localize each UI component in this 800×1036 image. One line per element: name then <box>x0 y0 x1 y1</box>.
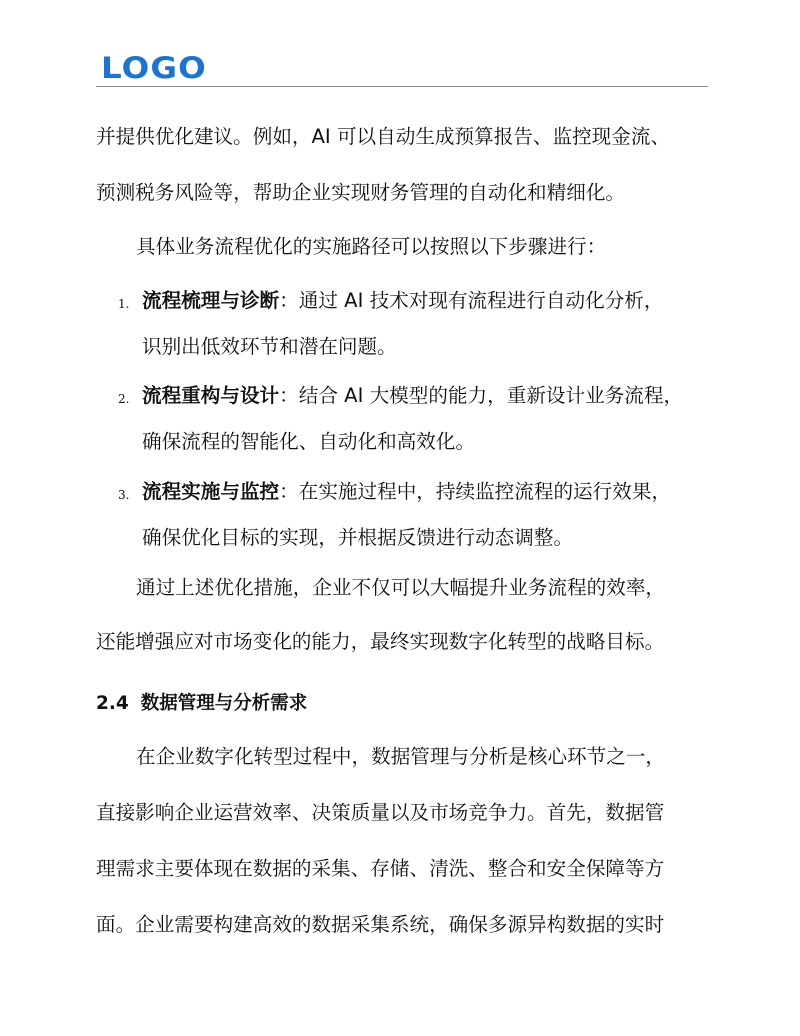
list-item <box>142 479 671 505</box>
paragraph-line: 具体业务流程优化的实施路径可以按照以下步骤进行： <box>136 235 607 258</box>
list-item-title: 流程重构与设计 <box>142 384 280 407</box>
header-divider <box>96 86 708 87</box>
list-item <box>142 288 663 314</box>
section-number: 2.4 <box>96 693 129 714</box>
paragraph-line: 预测税务风险等，帮助企业实现财务管理的自动化和精细化。 <box>96 181 626 204</box>
paragraph-line: 并提供优化建议。例如，AI 可以自动生成预算报告、监控现金流、 <box>96 125 671 148</box>
paragraph-line: 通过上述优化措施，企业不仅可以大幅提升业务流程的效率， <box>136 576 666 599</box>
list-item-continuation: 识别出低效环节和潜在问题。 <box>142 335 397 358</box>
paragraph-line: 还能增强应对市场变化的能力，最终实现数字化转型的战略目标。 <box>96 630 665 653</box>
list-item-title: 流程实施与监控 <box>142 480 280 503</box>
logo: LOGO <box>101 51 207 85</box>
list-item-text: ：通过 AI 技术对现有流程进行自动化分析， <box>279 289 664 312</box>
paragraph-line: 理需求主要体现在数据的采集、存储、清洗、整合和安全保障等方 <box>96 857 665 880</box>
list-item-continuation: 确保流程的智能化、自动化和高效化。 <box>142 430 476 453</box>
paragraph-line: 直接影响企业运营效率、决策质量以及市场竞争力。首先，数据管 <box>96 801 665 824</box>
list-number: 3. <box>118 488 130 502</box>
paragraph-line: 面。企业需要构建高效的数据采集系统，确保多源异构数据的实时 <box>96 913 665 936</box>
list-number: 2. <box>118 392 130 406</box>
section-heading <box>96 691 307 717</box>
list-item-text: ：结合 AI 大模型的能力，重新设计业务流程， <box>279 384 684 407</box>
paragraph-line: 在企业数字化转型过程中，数据管理与分析是核心环节之一， <box>136 745 666 768</box>
list-item-text: ：在实施过程中，持续监控流程的运行效果， <box>279 480 672 503</box>
list-item <box>142 383 683 409</box>
list-item-continuation: 确保优化目标的实现，并根据反馈进行动态调整。 <box>142 526 574 549</box>
list-item-title: 流程梳理与诊断 <box>142 289 280 312</box>
section-title: 数据管理与分析需求 <box>140 693 308 714</box>
list-number: 1. <box>118 297 130 311</box>
